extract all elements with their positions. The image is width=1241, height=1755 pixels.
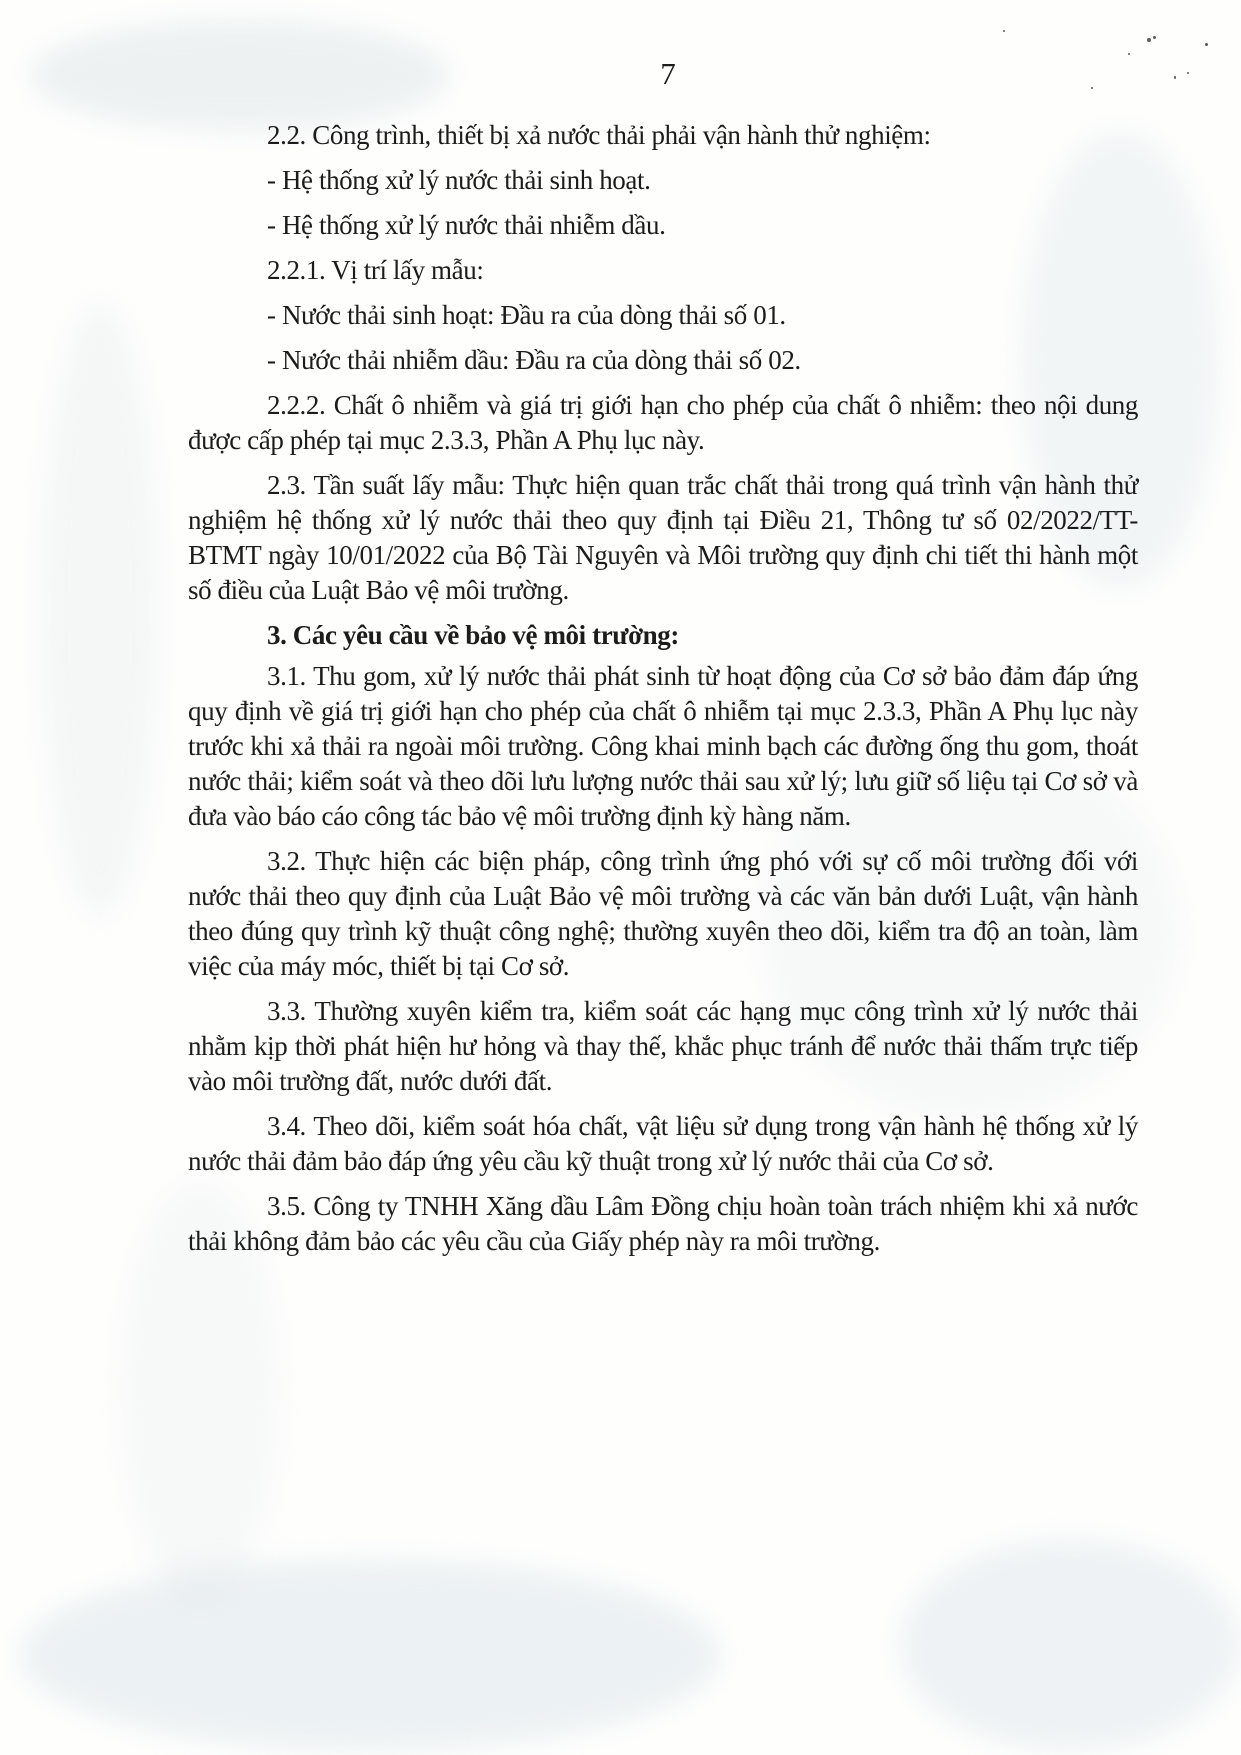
scan-speck [1187,72,1189,74]
paragraph-2-2-1: 2.2.1. Vị trí lấy mẫu: [267,255,484,285]
scan-bleedthrough [40,300,160,920]
scan-speck [1153,36,1156,39]
list-item-sampling-outlet-01: - Nước thải sinh hoạt: Đầu ra của dòng thải số 01. [267,300,786,330]
list-item-sampling-outlet-02: - Nước thải nhiễm dầu: Đầu ra của dòng thải số 02. [267,345,801,375]
document-body [188,118,1138,1269]
page-number: 7 [660,56,676,91]
scan-bleedthrough [900,1540,1240,1750]
paragraph-3-1: 3.1. Thu gom, xử lý nước thải phát sinh từ hoạt động của Cơ sở bảo đảm đáp ứng quy định về giá trị giới hạn cho phép của chất ô nhiễm tại mục 2.3.3, Phần A Phụ lục này trước khi xả thải ra ngoài môi trường. Công khai minh bạch các đường ống thu gom, thoát nước thải; kiểm soát và theo dõi lưu lượng nước thải sau xử lý; lưu giữ số liệu tại Cơ sở và đưa vào báo cáo công tác bảo vệ môi trường định kỳ hàng năm. [188,661,1138,831]
scan-speck [1174,76,1176,79]
paragraph-2-2-2: 2.2.2. Chất ô nhiễm và giá trị giới hạn cho phép của chất ô nhiễm: theo nội dung được cấp phép tại mục 2.3.3, Phần A Phụ lục này. [188,390,1138,455]
list-item-domestic-wastewater-system: - Hệ thống xử lý nước thải sinh hoạt. [267,165,651,195]
paragraph-3-2: 3.2. Thực hiện các biện pháp, công trình ứng phó với sự cố môi trường đối với nước thải theo quy định của Luật Bảo vệ môi trường và các văn bản dưới Luật, vận hành theo đúng quy trình kỹ thuật công nghệ; thường xuyên theo dõi, kiểm tra độ an toàn, làm việc của máy móc, thiết bị tại Cơ sở. [188,846,1138,981]
section-3-heading: 3. Các yêu cầu về bảo vệ môi trường: [267,620,679,650]
scan-speck [1128,53,1130,55]
scan-speck [1091,87,1093,89]
paragraph-3-4: 3.4. Theo dõi, kiểm soát hóa chất, vật liệu sử dụng trong vận hành hệ thống xử lý nước thải đảm bảo đáp ứng yêu cầu kỹ thuật trong xử lý nước thải của Cơ sở. [188,1111,1138,1176]
paragraph-2-2: 2.2. Công trình, thiết bị xả nước thải phải vận hành thử nghiệm: [267,120,931,150]
scan-bleedthrough [30,20,450,130]
scan-speck [1205,43,1208,46]
scan-speck [1003,30,1005,32]
paragraph-3-5: 3.5. Công ty TNHH Xăng dầu Lâm Đồng chịu hoàn toàn trách nhiệm khi xả nước thải không đảm bảo các yêu cầu của Giấy phép này ra môi trường. [188,1191,1138,1256]
scan-bleedthrough [20,1560,720,1750]
scan-speck [1147,38,1151,42]
paragraph-2-3: 2.3. Tần suất lấy mẫu: Thực hiện quan trắc chất thải trong quá trình vận hành thử nghiệm hệ thống xử lý nước thải theo quy định tại Điều 21, Thông tư số 02/2022/TT- BTMT ngày 10/01/2022 của Bộ Tài Nguyên và Môi trường quy định chi tiết thi hành một số điều của Luật Bảo vệ môi trường. [188,470,1138,605]
list-item-oily-wastewater-system: - Hệ thống xử lý nước thải nhiễm dầu. [267,210,666,240]
paragraph-3-3: 3.3. Thường xuyên kiểm tra, kiểm soát các hạng mục công trình xử lý nước thải nhằm kịp thời phát hiện hư hỏng và thay thế, khắc phục tránh để nước thải thấm trực tiếp vào môi trường đất, nước dưới đất. [188,996,1138,1096]
